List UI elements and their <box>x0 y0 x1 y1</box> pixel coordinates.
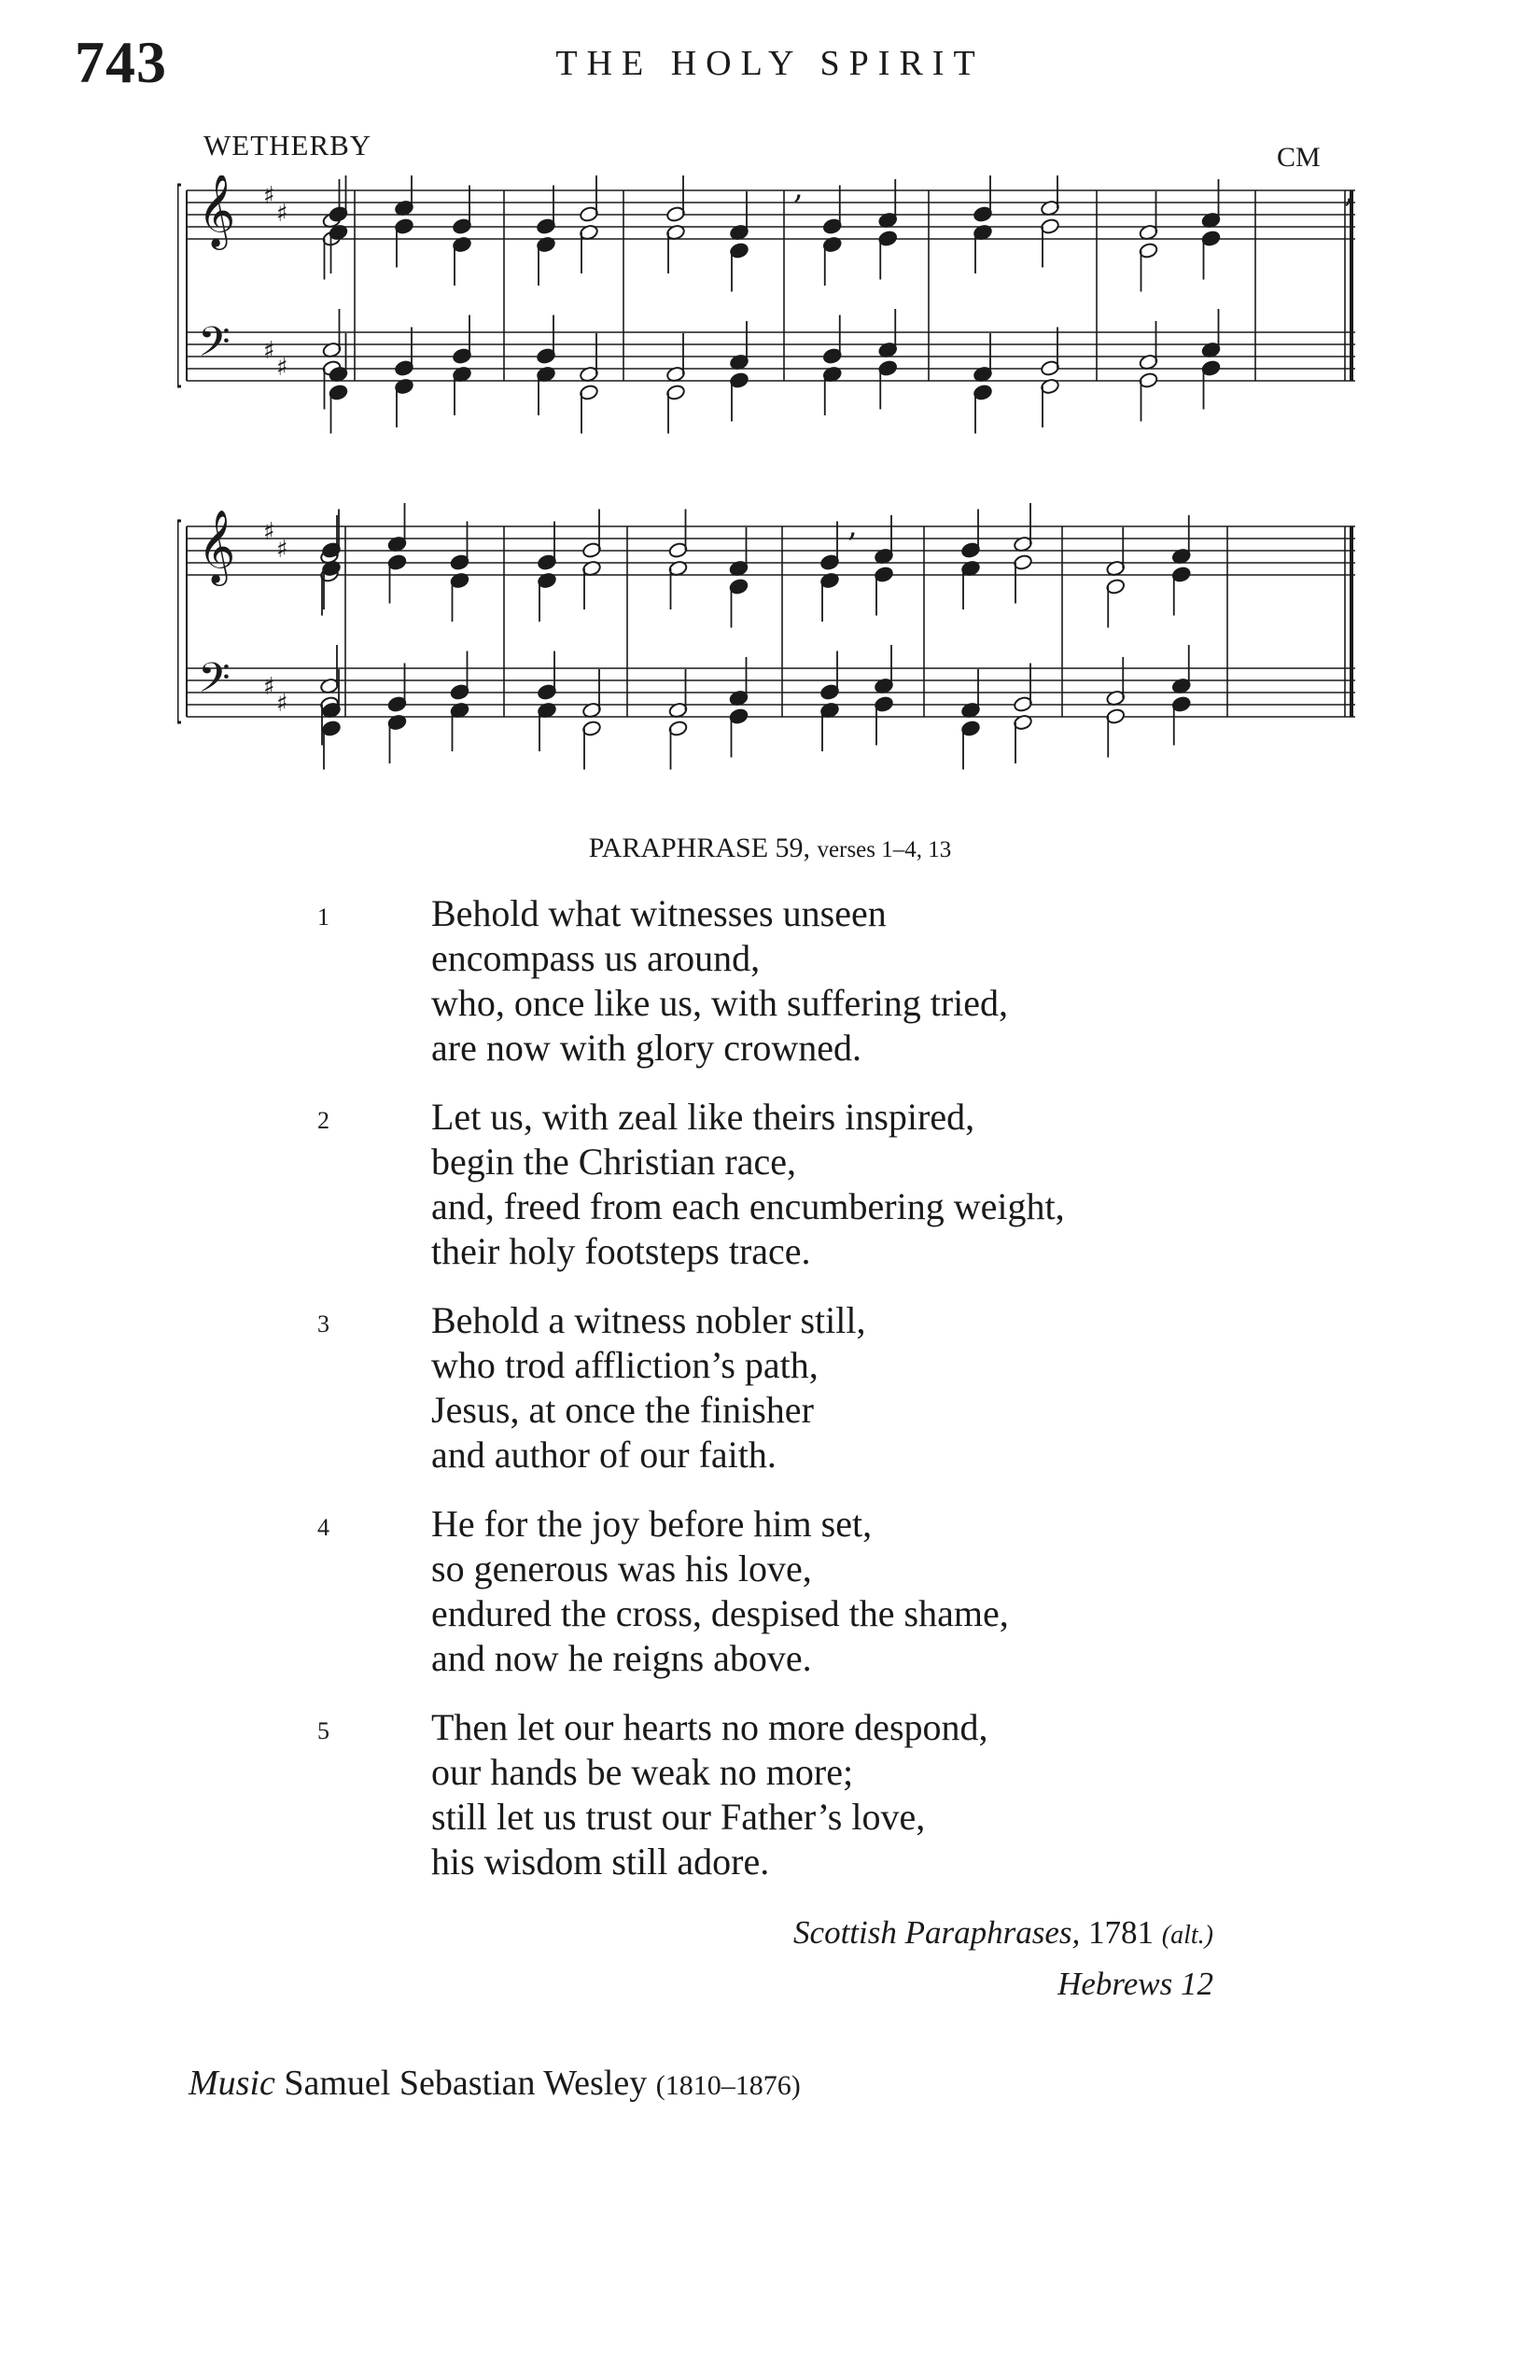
verse-line: Jesus, at once the finisher <box>431 1389 814 1431</box>
verse-line: so generous was his love, <box>431 1547 812 1589</box>
verse-number: 2 <box>317 1107 329 1134</box>
scripture-chapter: 12 <box>1181 1966 1213 2002</box>
key-sharp-icon: ♯ <box>263 673 275 701</box>
section-title: THE HOLY SPIRIT <box>555 44 985 83</box>
composer-name: Samuel Sebastian Wesley <box>284 2064 648 2103</box>
verse-line: are now with glory crowned. <box>431 1027 861 1069</box>
breath-mark-icon: , <box>1344 175 1354 210</box>
key-sharp-icon: ♯ <box>276 690 288 718</box>
key-sharp-icon: ♯ <box>276 354 288 382</box>
breath-mark-icon: , <box>847 507 858 544</box>
source-label: PARAPHRASE 59, <box>588 833 811 863</box>
verse-line: who trod affliction’s path, <box>431 1344 819 1386</box>
verse-line: still let us trust our Father’s love, <box>431 1796 926 1838</box>
verse-number: 1 <box>317 903 329 931</box>
verse-line: encompass us around, <box>431 937 761 979</box>
key-sharp-icon: ♯ <box>263 182 275 210</box>
source-detail: verses 1–4, 13 <box>817 837 952 862</box>
system-bracket <box>177 521 181 722</box>
verse-line: Then let our hearts no more despond, <box>431 1706 988 1748</box>
composer-dates: (1810–1876) <box>655 2070 801 2101</box>
treble-clef-icon: 𝄞 <box>198 510 236 583</box>
music-credit <box>189 2063 801 2104</box>
key-sharp-icon: ♯ <box>276 536 288 564</box>
verse-line: and now he reigns above. <box>431 1637 812 1679</box>
treble-clef-icon: 𝄞 <box>198 175 236 247</box>
verse-number: 4 <box>317 1514 329 1541</box>
verse-line: endured the cross, despised the shame, <box>431 1592 1009 1634</box>
verse-line: He for the joy before him set, <box>431 1503 873 1545</box>
score-notation <box>177 175 1355 770</box>
verse-line: and author of our faith. <box>431 1434 777 1476</box>
key-sharp-icon: ♯ <box>263 337 275 365</box>
music-score <box>177 175 1363 791</box>
verse-line: Let us, with zeal like theirs inspired, <box>431 1096 975 1138</box>
verse-line: begin the Christian race, <box>431 1141 796 1183</box>
words-year: 1781 <box>1088 1914 1155 1951</box>
bass-clef-icon: 𝄢 <box>198 653 231 712</box>
verse-line: and, freed from each encumbering weight, <box>431 1185 1065 1227</box>
key-sharp-icon: ♯ <box>276 200 288 228</box>
bass-clef-icon: 𝄢 <box>198 317 231 376</box>
scripture-book: Hebrews <box>1057 1966 1173 2002</box>
words-alteration: (alt.) <box>1161 1921 1213 1950</box>
verse-line: his wisdom still adore. <box>431 1841 770 1883</box>
text-source <box>0 833 1540 864</box>
verse-line: their holy footsteps trace. <box>431 1230 811 1272</box>
system-bracket <box>177 185 181 386</box>
verse-line: who, once like us, with suffering tried, <box>431 982 1009 1024</box>
verse-number: 5 <box>317 1717 329 1744</box>
verse-number: 3 <box>317 1310 329 1337</box>
breath-mark-icon: , <box>793 175 804 206</box>
verse-line: Behold what witnesses unseen <box>431 892 887 934</box>
verse-line: our hands be weak no more; <box>431 1751 854 1793</box>
key-sharp-icon: ♯ <box>263 518 275 546</box>
words-source: Scottish Paraphrases, <box>793 1914 1081 1951</box>
meter: CM <box>1277 142 1321 173</box>
tune-name: WETHERBY <box>203 129 372 161</box>
verse-line: Behold a witness nobler still, <box>431 1299 866 1341</box>
music-label: Music <box>189 2064 275 2103</box>
words-credit <box>653 1909 1213 2009</box>
hymn-number: 743 <box>75 29 167 95</box>
